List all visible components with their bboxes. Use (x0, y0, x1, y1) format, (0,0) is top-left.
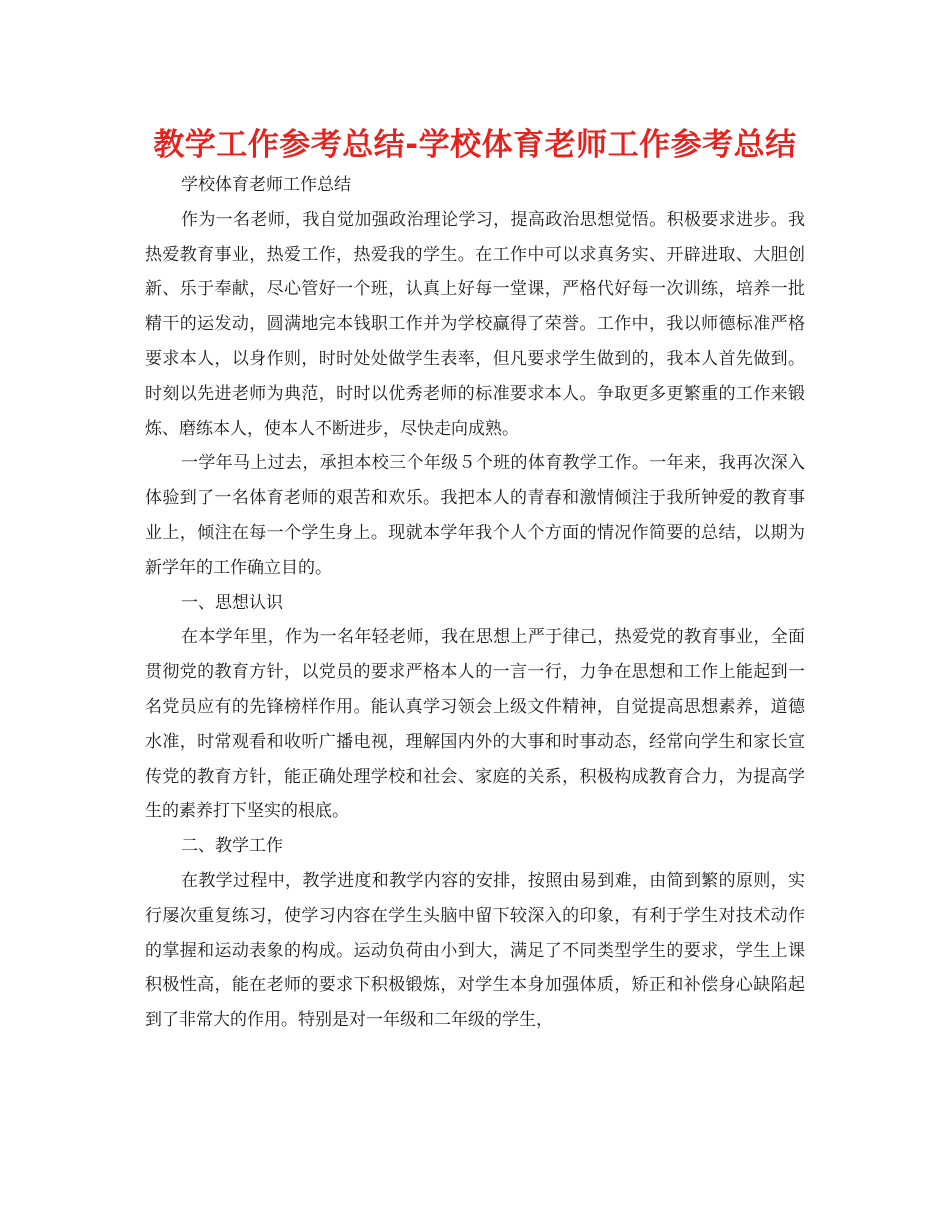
paragraph-intro: 作为一名老师，我自觉加强政治理论学习，提高政治思想觉悟。积极要求进步。我热爱教育事业，热爱工作，热爱我的学生。在工作中可以求真务实、开辟进取、大胆创新、乐于奉献，尽心管好一个班，认真上好每一堂课，严格代好每一次训练，培养一批精干的运发动，圆满地完本钱职工作并为学校赢得了荣誉。工作中，我以师德标准严格要求本人，以身作则，时时处处做学生表率，但凡要求学生做到的，我本人首先做到。时刻以先进老师为典范，时时以优秀老师的标准要求本人。争取更多更繁重的工作来锻炼、磨练本人，使本人不断进步，尽快走向成熟。 (145, 209, 805, 439)
document-subtitle: 学校体育老师工作总结 (181, 175, 351, 195)
paragraph-overview: 一学年马上过去，承担本校三个年级５个班的体育教学工作。一年来，我再次深入体验到了一名体育老师的艰苦和欢乐。我把本人的青春和激情倾注于我所钟爱的教育事业上，倾注在每一个学生身上。现就本学年我个人个方面的情况作简要的总结，以期为新学年的工作确立目的。 (145, 453, 805, 578)
paragraph-teaching: 在教学过程中，教学进度和教学内容的安排，按照由易到难，由简到繁的原则，实行屡次重复练习，使学习内容在学生头脑中留下较深入的印象，有利于学生对技术动作的掌握和运动表象的构成。运动负荷由小到大，满足了不同类型学生的要求，学生上课积极性高，能在老师的要求下积极锻炼，对学生本身加强体质，矫正和补偿身心缺陷起到了非常大的作用。特别是对一年级和二年级的学生， (145, 870, 805, 1031)
paragraph-thought: 在本学年里，作为一名年轻老师，我在思想上严于律己，热爱党的教育事业，全面贯彻党的教育方针，以党员的要求严格本人的一言一行，力争在思想和工作上能起到一名党员应有的先锋榜样作用。能认真学习领会上级文件精神，自觉提高思想素养，道德水准，时常观看和收听广播电视，理解国内外的大事和时事动态，经常向学生和家长宣传党的教育方针，能正确处理学校和社会、家庭的关系，积极构成教育合力，为提高学生的素养打下坚实的根底。 (145, 627, 805, 822)
document-title: 教学工作参考总结-学校体育老师工作参考总结 (153, 127, 797, 163)
section-heading-teaching: 二、教学工作 (181, 836, 283, 857)
document-body (145, 168, 805, 1038)
section-heading-thought: 一、思想认识 (181, 592, 283, 613)
